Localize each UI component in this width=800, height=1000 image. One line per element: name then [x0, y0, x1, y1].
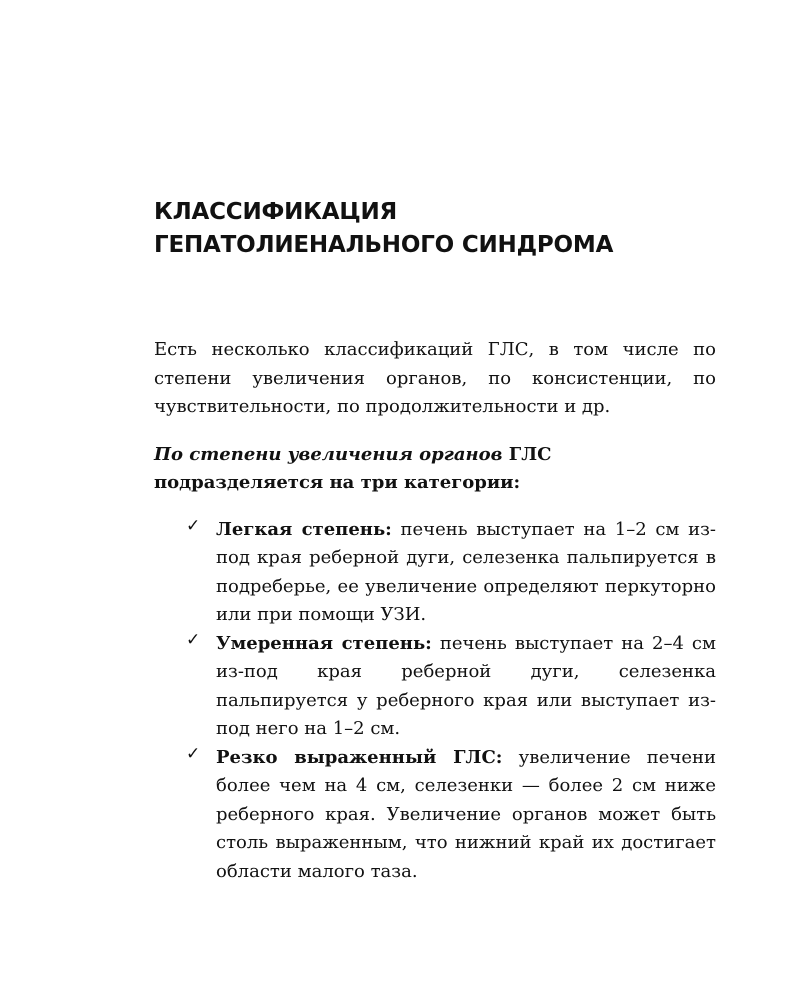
document-page — [154, 196, 716, 886]
list-item-description: увеличение печени более чем на 4 см, селезенки — более 2 см ниже реберного края. Увеличение органов может быть столь выраженным, что нижний край их достигает области малого таза. — [216, 746, 716, 882]
category-list — [154, 516, 716, 887]
list-item — [154, 630, 716, 744]
list-item-description: печень выступает на 2–4 см из-под края реберной дуги, селезенка пальпируется у реберного края или выступает из-под него на 1–2 см. — [216, 632, 716, 739]
lead-paragraph — [154, 441, 716, 498]
list-item — [154, 516, 716, 630]
lead-rest: ГЛС подразделяется на три категории: — [154, 443, 552, 493]
list-item-term: Умеренная степень: — [216, 632, 432, 654]
list-item-term: Резко выраженный ГЛС: — [216, 746, 503, 768]
check-mark-icon: ✓ — [186, 743, 201, 764]
list-item-text — [216, 744, 716, 887]
title-line-1: КЛАССИФИКАЦИЯ — [154, 199, 398, 225]
title-line-2: ГЕПАТОЛИЕНАЛЬНОГО СИНДРОМА — [154, 232, 614, 258]
list-item-description: печень выступает на 1–2 см из-под края реберной дуги, селезенка пальпируется в подреберье, ее увеличение определяют перкуторно или при помощи УЗИ. — [216, 518, 716, 625]
list-item-text — [216, 630, 716, 744]
check-mark-icon: ✓ — [186, 515, 201, 536]
list-item-text — [216, 516, 716, 630]
page-title — [154, 196, 716, 262]
list-item-term: Легкая степень: — [216, 518, 392, 540]
intro-paragraph: Есть несколько классификаций ГЛС, в том числе по степени увеличения органов, по консистенции, по чувствительности, по продолжительности и др. — [154, 339, 716, 417]
list-item — [154, 744, 716, 887]
check-mark-icon: ✓ — [186, 629, 201, 650]
lead-emphasis: По степени увеличения органов — [154, 443, 503, 465]
